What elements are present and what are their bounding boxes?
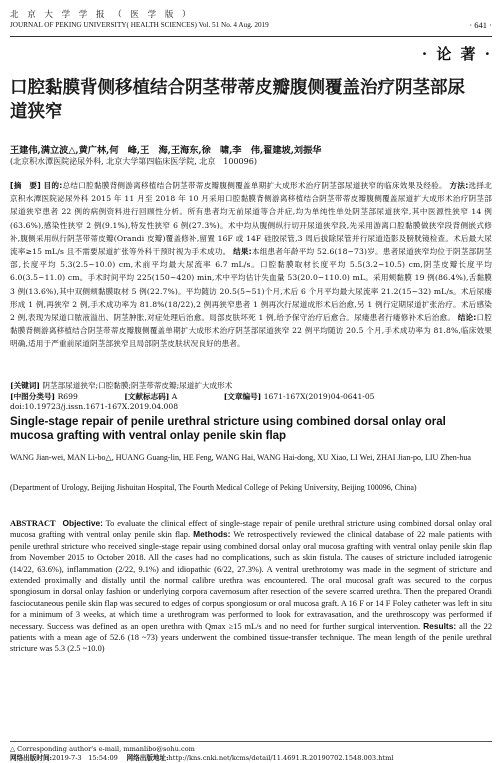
doi: doi:10.19723/j.issn.1671-167X.2019.04.008 xyxy=(10,402,179,411)
affiliation-cn: (北京积水潭医院泌尿外科, 北京大学第四临床医学院, 北京 100096) xyxy=(10,157,257,166)
online-address-label: 网络出版地址: xyxy=(126,754,169,762)
keywords-label: [关键词] xyxy=(10,381,40,390)
article-page xyxy=(10,8,493,762)
articleno-label: [文章编号] xyxy=(223,392,262,401)
clc-label: [中图分类号] xyxy=(10,392,56,401)
doccode-value: A xyxy=(171,392,178,401)
article-title-en: Single-stage repair of penile urethral stricture using combined dorsal onlay oral mucosa grafting with ventral onlay penile skin flap xyxy=(10,416,446,442)
online-address: http://kns.cnki.net/kcms/detail/11.4691.R.20190702.1548.003.html xyxy=(168,754,394,762)
doccode-label: [文献标志码] xyxy=(124,392,170,401)
online-time: 2019-7-3 15:54:09 xyxy=(52,754,118,762)
journal-name-en: JOURNAL OF PEKING UNIVERSITY( HEALTH SCIENCES) Vol. 51 No. 4 Aug. 2019 xyxy=(10,21,269,29)
results-label-cn: 结果: xyxy=(233,247,252,257)
article-title-cn: 口腔黏膜背侧移植结合阴茎带蒂皮瓣腹侧覆盖治疗阴茎部尿道狭窄 xyxy=(10,78,465,122)
abstract-label-en: ABSTRACT xyxy=(10,519,56,528)
page-number: · 641 · xyxy=(469,20,492,30)
results-text-en: all the 22 patients with a mean age of 52.6 (18 ~73) years underwent the combined tissue-transfer technique. The mean length of the penile urethral stricture was 5.3 (2.5 ~10.0) xyxy=(10,621,493,654)
footnote xyxy=(10,741,492,763)
objective-label-en: Objective: xyxy=(62,518,103,528)
section-label: · 论 著 · xyxy=(421,45,492,63)
conclusion-text-cn: 口腔黏膜背侧游离移植结合阴茎带蒂皮瓣腹侧覆盖单期扩大成形术治疗阴茎部尿道狭窄 22 例平均随访 20.5 个月,手术成功率为 81.8%,临床效果明确,适用于严重前尿道阴茎部狭窄且局部阴茎皮肤状况良好的患者。 xyxy=(10,313,492,349)
methods-text-cn: 选择北京积水潭医院泌尿外科 2015 年 11 月至 2018 年 10 月采用口腔黏膜背侧游离移植结合阴茎带蒂皮瓣腹侧覆盖尿道扩大成形术治疗阴茎部尿道狭窄患者 22 例的病例资料进行回顾性分析。所有患者均无前尿道等合并症,均为单纯性单处阴茎部尿道狭窄,其中医源性狭窄 14 例(63.6%),感染性狭窄 2 例(9.1%),特发性狭窄 6 例(27.3%)。术中均从腹侧纵行切开尿道狭窄段,先采用游离口腔黏膜做狭窄段背侧嵌式修补,腹侧采用纵行阴茎带蒂皮瓣(Orandi 皮瓣)覆盖修补,留置 16F 或 14F 硅胶尿管,3 周后拔除尿管并行尿道造影及膀胱镜检查。术后最大尿流率≥15 mL/s 且不需要尿道扩张等外科干预时视为手术成功。 xyxy=(10,181,492,257)
objective-text-en: To evaluate the clinical effect of single-stage repair of penile urethral stricture using combined dorsal onlay oral mucosa grafting with ventral onlay penile skin flap. xyxy=(10,519,493,540)
results-text-cn: 本组患者年龄平均 52.6(18~73)岁。患者尿道狭窄均位于阴茎部阴茎部,长度平均 5.3(2.5~10.0) cm,术前平均最大尿流率 6.7 mL/s。口腔黏膜取材长度平均 5.5(3.2~10.5) cm,阴茎皮瓣长度平均 6.0(3.5~11.0) cm。手术时间平均 225(150~420) min,术中平均估计失血量 53(20.0~110.0) mL。采用颊黏膜 19 例(86.4%),舌黏膜 3 例(13.6%),其中双侧颊黏膜取材 5 例(22.7%)。平均随访 20.5(5~51)个月,术后 6 个月平均最大尿流率 21.2(15~32) mL/s。术后尿瘘形成 1 例,再狭窄 2 例,手术成功率为 81.8%(18/22),2 例再狭窄患者 1 例再次行尿道成形术后治愈,另 1 例行定期尿道扩张治疗。术后感染 2 例,表现为尿道口脓液溢出、阴茎肿胀,对症处理后治愈。局部皮肤坏死 1 例,给予保守治疗后愈合。尿瘘患者行瘘修补术后治愈。 xyxy=(10,247,492,323)
corresponding-author: △ Corresponding author's e-mail, mmanlibo@sohu.com xyxy=(10,745,195,753)
articleno-value: 1671-167X(2019)04-0641-05 xyxy=(263,392,375,401)
methods-label-cn: 方法: xyxy=(449,181,469,190)
keywords-text: 阴茎部尿道狭窄;口腔黏膜;阴茎带蒂皮瓣;尿道扩大成形术 xyxy=(42,381,233,390)
abstract-en xyxy=(10,518,492,655)
methods-label-en: Methods: xyxy=(193,529,231,540)
author-list-cn: 王建伟,满立波△,黄广林,何 峰,王 海,王海东,徐 啸,李 伟,翟建坡,刘振华 xyxy=(10,145,322,156)
objective-label-cn: 目的: xyxy=(43,181,63,190)
author-list-en: WANG Jian-wei, MAN Li-bo△, HUANG Guang-lin, HE Feng, WANG Hai, WANG Hai-dong, XU Xiao, LI Wei, ZHAI Jian-po, LIU Zhen-hua xyxy=(10,453,471,462)
classification-row xyxy=(10,391,419,402)
journal-header xyxy=(10,8,492,37)
clc-value: R699 xyxy=(57,392,78,401)
affiliation-en: (Department of Urology, Beijing Jishuitan Hospital, The Fourth Medical College of Peking University, Beijing 100096, China) xyxy=(10,483,417,492)
keywords-row xyxy=(10,380,254,391)
methods-text-en: We retrospectively reviewed the clinical database of 22 male patients with penile urethral stricture who received single-stage repair using combined dorsal onlay oral mucosa grafting with ventral onlay penile skin flap from November 2015 to October 2018. All the cases had no complications, such as skin fistula. The causes of stricture included iatrogenic (14/22, 63.6%), inflammation (2/22, 9.1%) and idiopathic (6/22, 27.3%). A ventral urethrotomy was made in the segment of stricture and extended proximally and distally until the normal calibre urethra was encountered. The oral mucosal graft was secured to the corpus spongiosum in dorsal onlay fashion or underlying corpora cavernosum after resection of the severe scarred urethra. Then the prepared Orandi fasciocutaneous penile skin flap was secured to edges of corpus spongiosum or oral mucosa graft. A 16 F or 14 F Foley catheter was left in situ for a minimum of 3 weeks, at which time a urethrogram was performed to look for extravasation, and the urethroscopy was performed if necessary. Success was defined as an open urethra with Qmax ≥15 mL/s and no need for further surgical intervention. xyxy=(10,530,492,631)
online-time-label: 网络出版时间: xyxy=(10,754,52,762)
results-label-en: Results: xyxy=(423,620,457,631)
objective-text-cn: 总结口腔黏膜背侧游离移植结合阴茎带蒂皮瓣腹侧覆盖单期扩大成形术治疗阴茎部尿道狭窄的临床效果及经验。 xyxy=(62,181,447,190)
abstract-cn xyxy=(10,179,492,351)
abstract-label-cn: [摘 要] xyxy=(10,181,41,190)
journal-name-cn: 北 京 大 学 学 报 （ 医 学 版 ） xyxy=(10,10,194,20)
conclusion-label-cn: 结论: xyxy=(457,313,477,323)
